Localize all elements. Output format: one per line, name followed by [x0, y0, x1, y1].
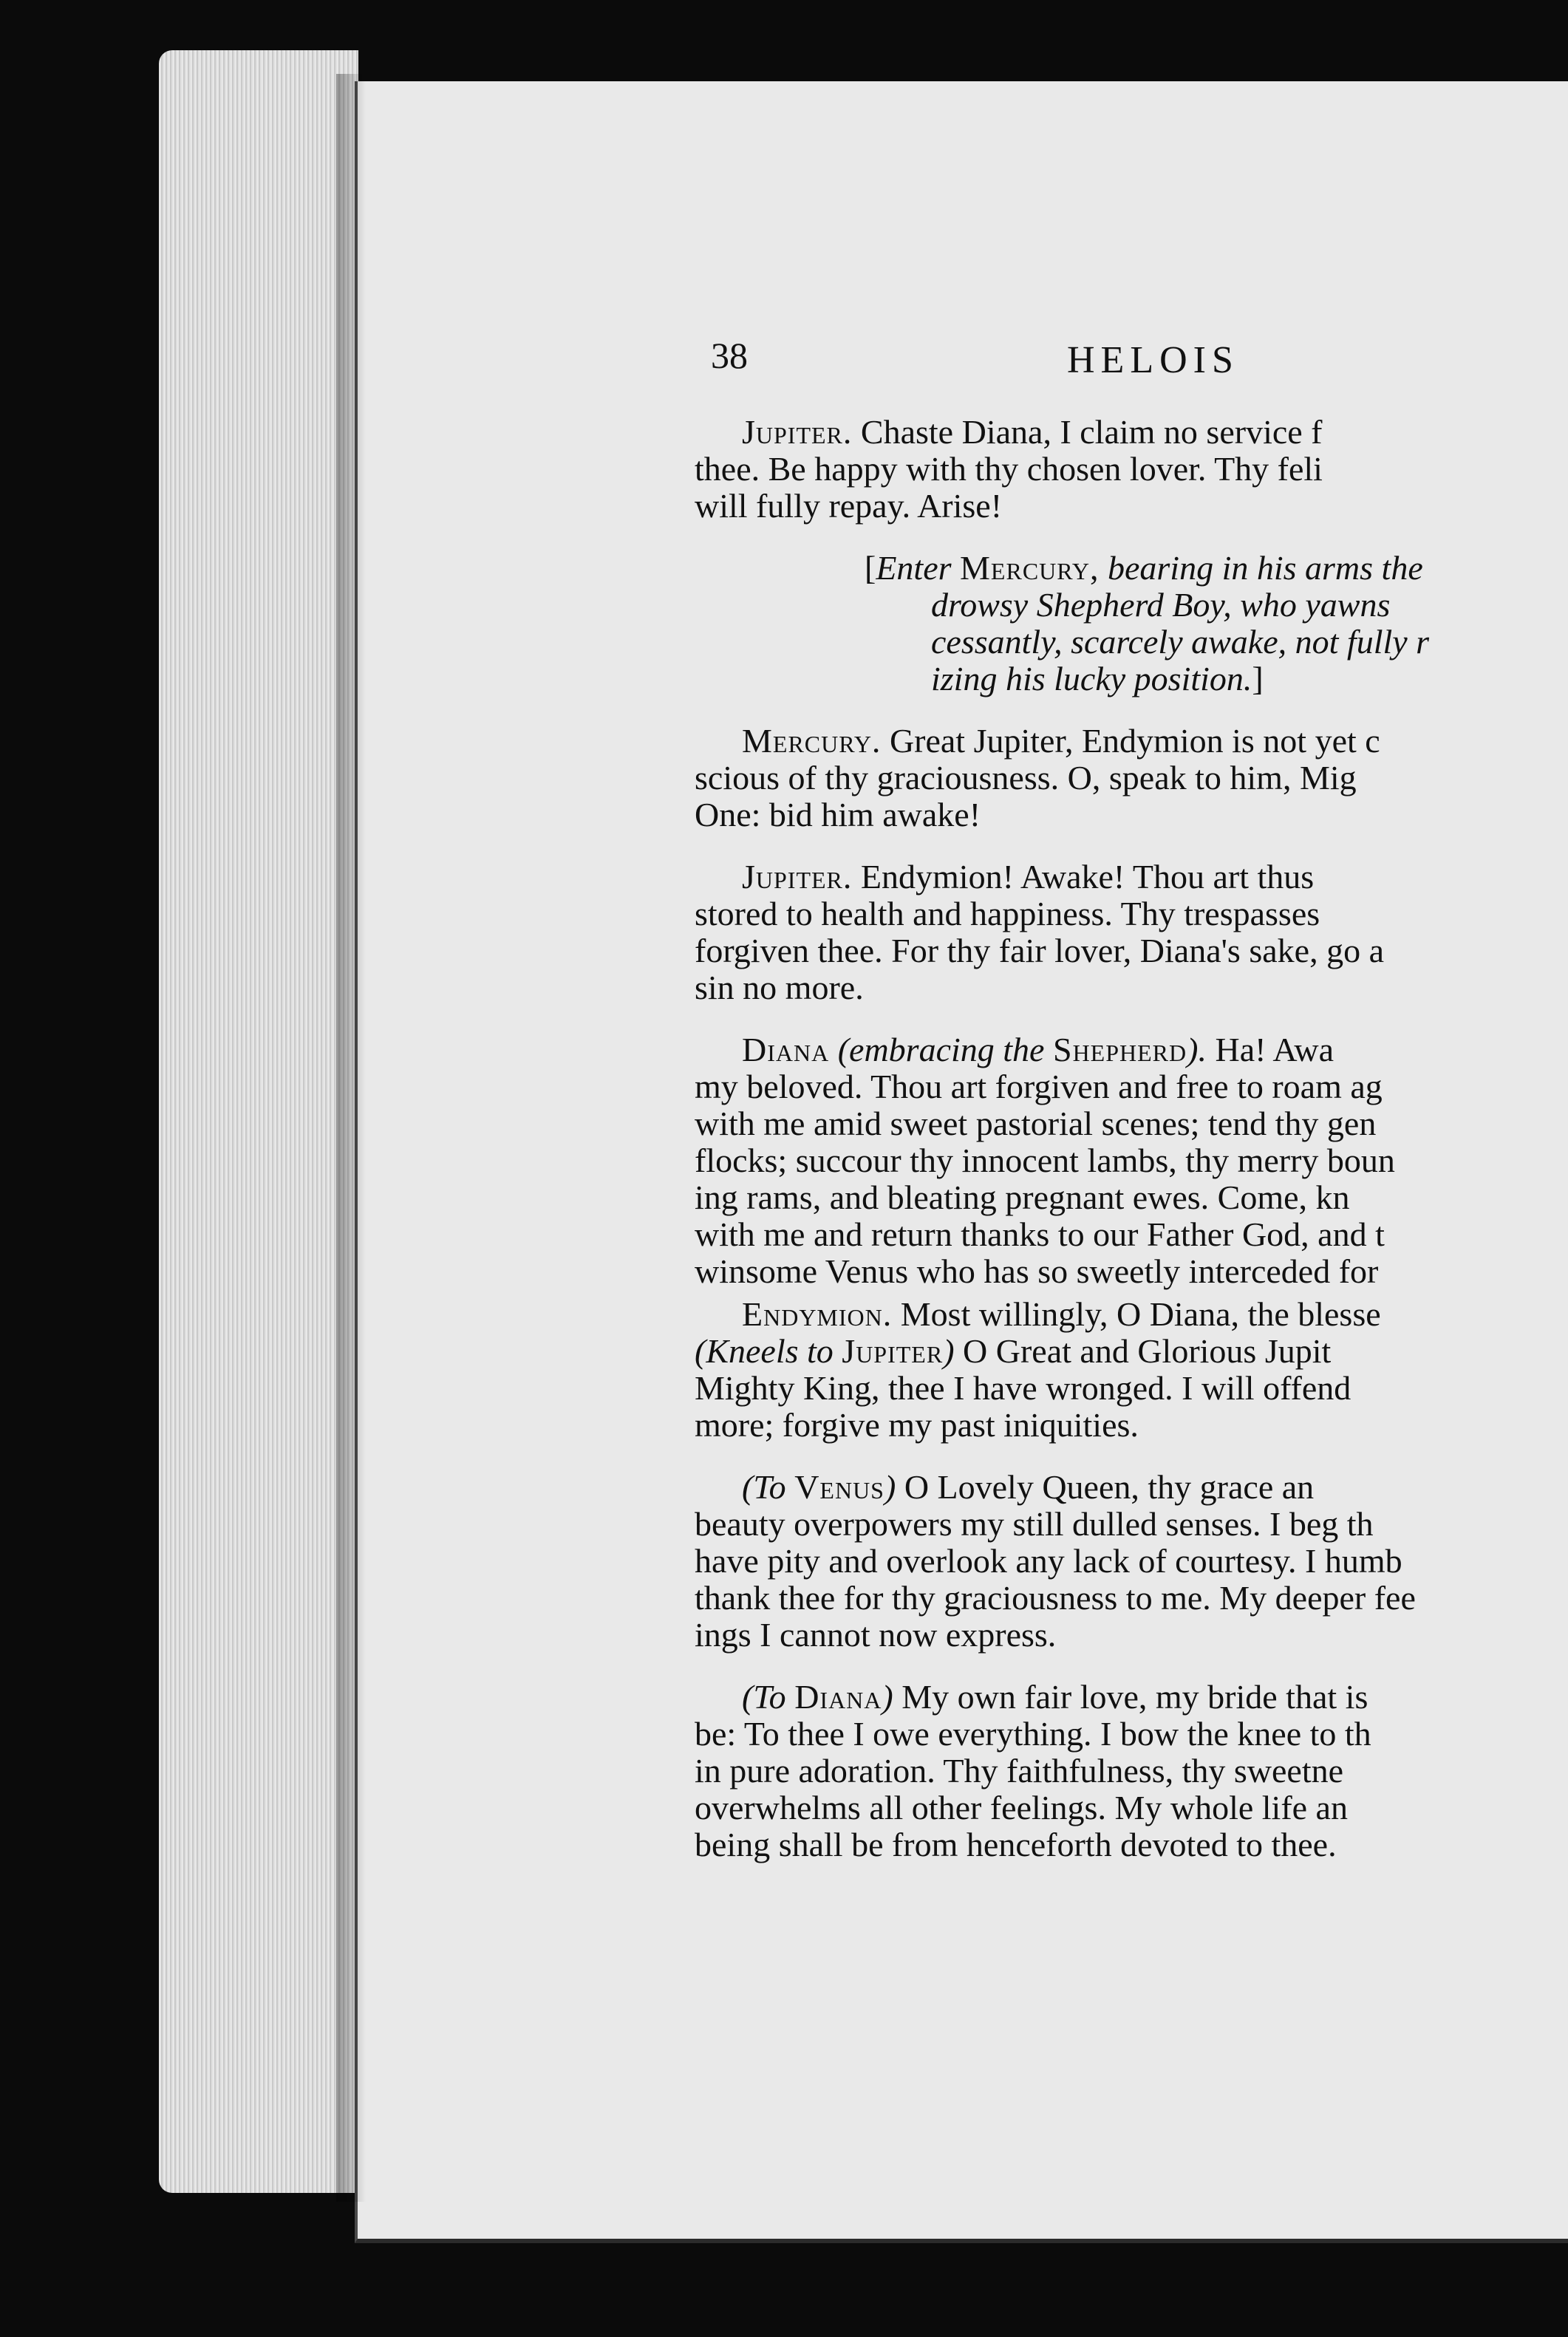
text-line: ing rams, and bleating pregnant ewes. Come, kn: [695, 1178, 1350, 1216]
paragraph-to-venus: [695, 1469, 1568, 1654]
speaker-name: Jupiter.: [742, 858, 853, 895]
text-line: Diana (embracing the Shepherd). Ha! Awa: [742, 1031, 1334, 1068]
text-line: drowsy Shepherd Boy, who yawns: [931, 586, 1391, 624]
speaker-name: Jupiter.: [742, 414, 853, 451]
text-line: cessantly, scarcely awake, not fully r: [931, 623, 1430, 661]
paragraph-jupiter-2: [695, 859, 1568, 1006]
text-line: forgiven thee. For thy fair lover, Diana's sake, go a: [695, 932, 1384, 969]
text-line: with me and return thanks to our Father God, and t: [695, 1215, 1385, 1253]
character-name: Diana: [794, 1678, 882, 1716]
stage-direction: [695, 550, 1568, 697]
text-line: beauty overpowers my still dulled senses. I beg th: [695, 1505, 1374, 1543]
text-line: sin no more.: [695, 969, 864, 1006]
text-line: thee. Be happy with thy chosen lover. Thy feli: [695, 450, 1323, 488]
character-name: Mercury,: [960, 549, 1100, 587]
text-line: (To Diana) My own fair love, my bride that is: [742, 1678, 1368, 1716]
text-line: scious of thy graciousness. O, speak to him, Mig: [695, 759, 1357, 796]
text-line: Mighty King, thee I have wronged. I will offend: [695, 1369, 1351, 1407]
paragraph-diana: [695, 1031, 1568, 1290]
speaker-name: Mercury.: [742, 722, 882, 760]
text-line: izing his lucky position.]: [931, 660, 1264, 697]
text-line: more; forgive my past iniquities.: [695, 1406, 1139, 1444]
text-line: in pure adoration. Thy faithfulness, thy sweetne: [695, 1752, 1344, 1790]
text-line: Endymion. Most willingly, O Diana, the blesse: [742, 1295, 1381, 1333]
text-line: overwhelms all other feelings. My whole life an: [695, 1789, 1348, 1826]
text-line: be: To thee I owe everything. I bow the knee to th: [695, 1715, 1371, 1753]
text-line: with me amid sweet pastorial scenes; tend thy gen: [695, 1105, 1377, 1142]
paragraph-endymion: [695, 1296, 1568, 1444]
text-line: winsome Venus who has so sweetly interceded for: [695, 1252, 1379, 1290]
running-head: [711, 334, 1568, 393]
book-page-edges: [159, 50, 358, 2193]
gutter-shadow: [336, 74, 366, 2202]
body-text: [695, 414, 1568, 1863]
text-line: Jupiter. Chaste Diana, I claim no service f: [742, 414, 1323, 451]
text-line: have pity and overlook any lack of courtesy. I humb: [695, 1542, 1402, 1580]
text-line: (Kneels to Jupiter) O Great and Glorious Jupit: [695, 1332, 1332, 1370]
paragraph-jupiter-1: [695, 414, 1568, 525]
text-line: (To Venus) O Lovely Queen, thy grace an: [742, 1468, 1315, 1506]
running-title: HELOIS: [1067, 339, 1239, 381]
text-line: ings I cannot now express.: [695, 1616, 1057, 1654]
paragraph-to-diana: [695, 1679, 1568, 1863]
character-name: Venus: [794, 1468, 884, 1506]
text-line: thank thee for thy graciousness to me. My deeper fee: [695, 1579, 1416, 1617]
text-line: Jupiter. Endymion! Awake! Thou art thus: [742, 858, 1315, 895]
text-line: Mercury. Great Jupiter, Endymion is not yet c: [742, 722, 1380, 760]
text-line: [Enter Mercury, bearing in his arms the: [865, 549, 1423, 587]
text-line: my beloved. Thou art forgiven and free to roam ag: [695, 1068, 1383, 1105]
text-line: being shall be from henceforth devoted to thee.: [695, 1826, 1337, 1863]
paragraph-mercury: [695, 723, 1568, 833]
speaker-name: Diana: [742, 1031, 830, 1068]
text-line: stored to health and happiness. Thy trespasses: [695, 895, 1320, 932]
speaker-name: Endymion.: [742, 1295, 893, 1333]
text-line: One: bid him awake!: [695, 796, 981, 833]
page-number: 38: [711, 335, 748, 376]
text-line: will fully repay. Arise!: [695, 487, 1003, 525]
text-line: flocks; succour thy innocent lambs, thy merry boun: [695, 1142, 1395, 1179]
